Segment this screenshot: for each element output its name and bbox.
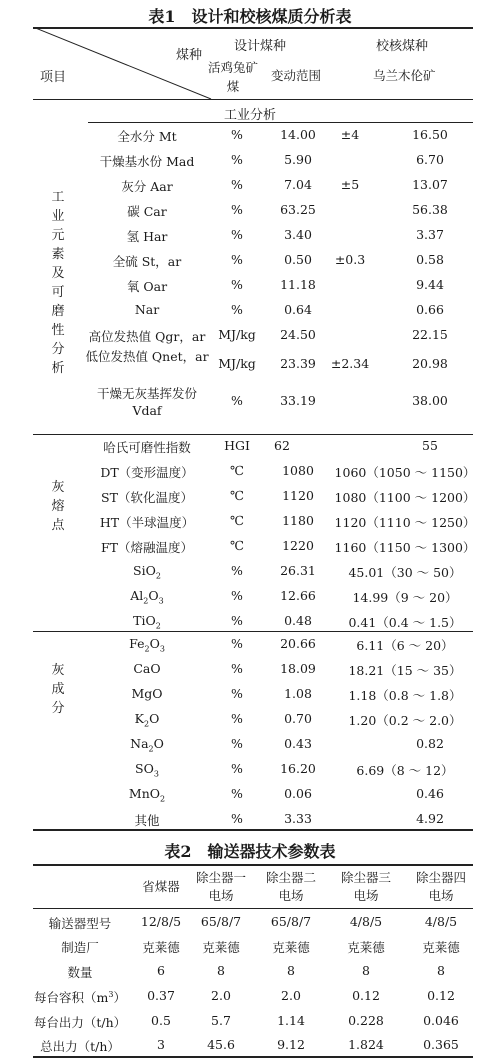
row-check-value: 14.99（9 ～ 20） <box>352 590 458 605</box>
row-design-value: 0.50 <box>284 252 312 267</box>
row-design-value: 11.18 <box>280 277 316 292</box>
row-unit: HGI <box>224 438 250 453</box>
table2-cell: 4/8/5 <box>424 914 458 929</box>
row-item-label: MnO$_2$ <box>128 786 166 804</box>
row-check-value: 4.92 <box>416 811 444 826</box>
row-check-value: 0.46 <box>416 786 444 801</box>
row-unit: % <box>231 302 243 317</box>
table2-cell: 6 <box>157 963 165 978</box>
row-design-value: 18.09 <box>280 661 316 676</box>
row-variation-range: ±5 <box>340 177 360 192</box>
group-label-industrial: 工 业 元 素 及 可 磨 性 分 析 <box>51 190 65 376</box>
row-unit: % <box>231 711 243 726</box>
group-rule-2 <box>33 631 473 632</box>
section-industrial-analysis: 工业分析 <box>223 108 276 123</box>
table1-bottom-rule <box>33 829 473 831</box>
row-check-value: 1120（1110 ～ 1250） <box>334 515 476 530</box>
row-unit: % <box>231 686 243 701</box>
row-item-label: HT（半球温度） <box>99 515 195 530</box>
row-item-label: 氢 Har <box>126 229 168 244</box>
table2-cell: 3 <box>157 1037 165 1052</box>
group-rule-1 <box>33 434 473 435</box>
header-check-coal: 校核煤种 <box>376 39 429 54</box>
table2-cell: 5.7 <box>211 1013 231 1028</box>
table2-cell: 1.824 <box>348 1037 384 1052</box>
row-check-value: 13.07 <box>412 177 448 192</box>
row-check-value: 6.69（8 ～ 12） <box>356 763 454 778</box>
row-design-value: 1120 <box>282 488 314 503</box>
row-design-value: 33.19 <box>280 393 316 408</box>
row-check-value: 1.20（0.2 ～ 2.0） <box>348 713 462 728</box>
row-design-value: 0.48 <box>284 613 312 628</box>
table2-cell: 克莱德 <box>347 940 385 955</box>
row-item-label: 氧 Oar <box>126 279 168 294</box>
row-unit: % <box>231 786 243 801</box>
row-item-label: SiO$_2$ <box>133 563 161 581</box>
row-item-label: 碳 Car <box>127 204 167 219</box>
row-check-value: 0.41（0.4 ～ 1.5） <box>348 615 462 630</box>
row-design-value: 3.40 <box>284 227 312 242</box>
table2-row-label: 制造厂 <box>61 940 99 955</box>
row-item-label: DT（变形温度） <box>100 465 194 480</box>
row-design-value: 16.20 <box>280 761 316 776</box>
row-variation-range: ±2.34 <box>330 356 370 371</box>
row-design-value: 0.70 <box>284 711 312 726</box>
group-label-ash-fusion: 灰 熔 点 <box>51 480 65 533</box>
row-unit: % <box>231 636 243 651</box>
table2-cell: 0.228 <box>348 1013 384 1028</box>
row-item-label: 灰分 Aar <box>121 179 173 194</box>
row-item-label: 全水分 Mt <box>117 129 177 144</box>
table2-cell: 克莱德 <box>142 940 180 955</box>
row-check-value: 1080（1100 ～ 1200） <box>334 490 476 505</box>
table2-cell: 9.12 <box>277 1037 305 1052</box>
row-unit: % <box>231 563 243 578</box>
row-design-value: 26.31 <box>280 563 316 578</box>
table2-cell: 0.5 <box>151 1013 171 1028</box>
row-item-label: $Fe_2O_3$ <box>129 636 165 654</box>
table2-top-rule <box>33 864 473 866</box>
table2-column-header: 除尘器二电场 <box>265 870 316 903</box>
row-design-value: 1180 <box>282 513 314 528</box>
table1-caption: 表1 设计和校核煤质分析表 <box>148 7 352 26</box>
row-check-value: 1.18（0.8 ～ 1.8） <box>348 688 462 703</box>
row-item-label: 全硫 St，ar <box>112 254 182 269</box>
table2-column-header: 除尘器四电场 <box>415 870 466 903</box>
table2-bottom-rule <box>33 1056 473 1058</box>
row-item-label: CaO <box>133 661 161 676</box>
table2-column-header: 省煤器 <box>142 879 180 894</box>
table2-caption: 表2 输送器技术参数表 <box>164 842 336 861</box>
header-coal-type: 煤种 <box>176 48 203 63</box>
row-item-label: ST（软化温度） <box>101 490 193 505</box>
table2-cell: 8 <box>437 963 445 978</box>
row-unit: % <box>231 127 243 142</box>
row-check-value: 22.15 <box>412 327 448 342</box>
row-unit: % <box>231 152 243 167</box>
row-item-label: TiO$_2$ <box>133 613 161 631</box>
row-variation-range: ±0.3 <box>334 252 366 267</box>
header-design-coal: 设计煤种 <box>234 39 287 54</box>
table2-row-label: 每台出力（t/h） <box>33 1015 127 1030</box>
table2-cell: 4/8/5 <box>349 914 383 929</box>
table2-cell: 0.37 <box>147 988 175 1003</box>
row-check-value: 0.66 <box>416 302 444 317</box>
table2-cell: 0.12 <box>352 988 380 1003</box>
row-unit: MJ/kg <box>218 356 256 371</box>
row-design-value: 12.66 <box>280 588 316 603</box>
row-design-value: 24.50 <box>280 327 316 342</box>
row-design-value: 1.08 <box>284 686 312 701</box>
row-check-value: 9.44 <box>416 277 444 292</box>
row-unit: ℃ <box>230 488 244 503</box>
table2-row-label: 每台容积$(m^3)$ <box>34 989 126 1005</box>
table2-row-label: 数量 <box>67 965 93 980</box>
row-design-value: 20.66 <box>280 636 316 651</box>
row-design-value: 5.90 <box>284 152 312 167</box>
row-design-value: 0.43 <box>284 736 312 751</box>
row-check-value: 16.50 <box>412 127 448 142</box>
row-design-value: 63.25 <box>280 202 316 217</box>
row-item-label: 低位发热值 Qnet，ar <box>85 349 209 364</box>
row-unit: % <box>231 811 243 826</box>
header-design-coal-name: 活鸡兔矿煤 <box>208 60 259 94</box>
row-check-value: 20.98 <box>412 356 448 371</box>
row-unit: % <box>231 177 243 192</box>
row-check-value: 6.11（6 ～ 20） <box>356 638 454 653</box>
table2-cell: 0.12 <box>427 988 455 1003</box>
table2-cell: 65/8/7 <box>200 914 242 929</box>
row-check-value: 55 <box>422 438 438 453</box>
row-design-value: 1220 <box>282 538 314 553</box>
table2-column-header: 除尘器一电场 <box>195 870 246 903</box>
row-variation-range: ±4 <box>340 127 360 142</box>
row-item-label: 哈氏可磨性指数 <box>103 440 191 455</box>
table2-row-label: 输送器型号 <box>48 916 112 931</box>
row-unit: % <box>231 613 243 628</box>
row-item-label: 其他 <box>134 813 160 828</box>
header-variation-range: 变动范围 <box>271 68 322 83</box>
row-check-value: 6.70 <box>416 152 444 167</box>
table2-row-label: 总出力（t/h） <box>40 1039 120 1054</box>
row-item-label: 干燥基水份 Mad <box>99 154 195 169</box>
row-check-value: 18.21（15 ～ 35） <box>348 663 462 678</box>
row-item-label: FT（熔融温度） <box>100 540 193 555</box>
row-item-label: $Na_2O$ <box>130 736 164 754</box>
row-check-value: 3.37 <box>416 227 444 242</box>
row-item-label: 高位发热值 Qgr，ar <box>88 329 206 344</box>
table2-cell: 1.14 <box>277 1013 305 1028</box>
row-check-value: 38.00 <box>412 393 448 408</box>
row-design-value: 0.06 <box>284 786 312 801</box>
table2-cell: 克莱德 <box>272 940 310 955</box>
row-design-value: 62 <box>274 438 290 453</box>
row-unit: % <box>231 736 243 751</box>
row-unit: % <box>231 661 243 676</box>
table2-cell: 8 <box>362 963 370 978</box>
row-check-value: 56.38 <box>412 202 448 217</box>
row-item-label: $K_2O$ <box>134 711 160 729</box>
table2-cell: 克莱德 <box>422 940 460 955</box>
table2-column-header: 除尘器三电场 <box>340 870 391 903</box>
table2-cell: 8 <box>287 963 295 978</box>
header-project: 项目 <box>40 70 67 85</box>
row-check-value: 1160（1150 ～ 1300） <box>334 540 476 555</box>
row-item-label: Nar <box>134 302 160 317</box>
row-design-value: 1080 <box>282 463 314 478</box>
row-unit: % <box>231 252 243 267</box>
row-unit: % <box>231 227 243 242</box>
table2-cell: 2.0 <box>281 988 301 1003</box>
row-check-value: 45.01（30 ～ 50） <box>348 565 462 580</box>
row-item-label: $SO_3$ <box>135 761 159 779</box>
row-check-value: 1060（1050 ～ 1150） <box>334 465 476 480</box>
table2-cell: 2.0 <box>211 988 231 1003</box>
row-check-value: 0.82 <box>416 736 444 751</box>
table2-cell: 12/8/5 <box>140 914 182 929</box>
row-unit: ℃ <box>230 538 244 553</box>
row-unit: % <box>231 277 243 292</box>
row-item-label: MgO <box>131 686 163 701</box>
row-unit: MJ/kg <box>218 327 256 342</box>
row-item-label: 干燥无灰基挥发份 Vdaf <box>96 386 197 418</box>
row-unit: % <box>231 202 243 217</box>
table2-cell: 45.6 <box>207 1037 235 1052</box>
table2-cell: 0.365 <box>423 1037 459 1052</box>
row-design-value: 3.33 <box>284 811 312 826</box>
header-diagonal-line <box>33 27 213 99</box>
table2-cell: 克莱德 <box>202 940 240 955</box>
table2-cell: 0.046 <box>423 1013 459 1028</box>
row-unit: % <box>231 588 243 603</box>
row-unit: ℃ <box>230 463 244 478</box>
row-item-label: $Al_2O_3$ <box>130 588 164 606</box>
row-design-value: 23.39 <box>280 356 316 371</box>
section-rule <box>88 122 473 123</box>
table2-cell: 65/8/7 <box>270 914 312 929</box>
header-check-coal-name: 乌兰木伦矿 <box>373 68 436 83</box>
header-rule <box>33 99 473 100</box>
row-design-value: 0.64 <box>284 302 312 317</box>
row-design-value: 14.00 <box>280 127 316 142</box>
row-check-value: 0.58 <box>416 252 444 267</box>
table2-header-rule <box>33 908 473 909</box>
row-unit: % <box>231 393 243 408</box>
table2-cell: 8 <box>217 963 225 978</box>
row-unit: % <box>231 761 243 776</box>
row-design-value: 7.04 <box>284 177 312 192</box>
group-label-ash-composition: 灰 成 分 <box>51 663 65 716</box>
row-unit: ℃ <box>230 513 244 528</box>
